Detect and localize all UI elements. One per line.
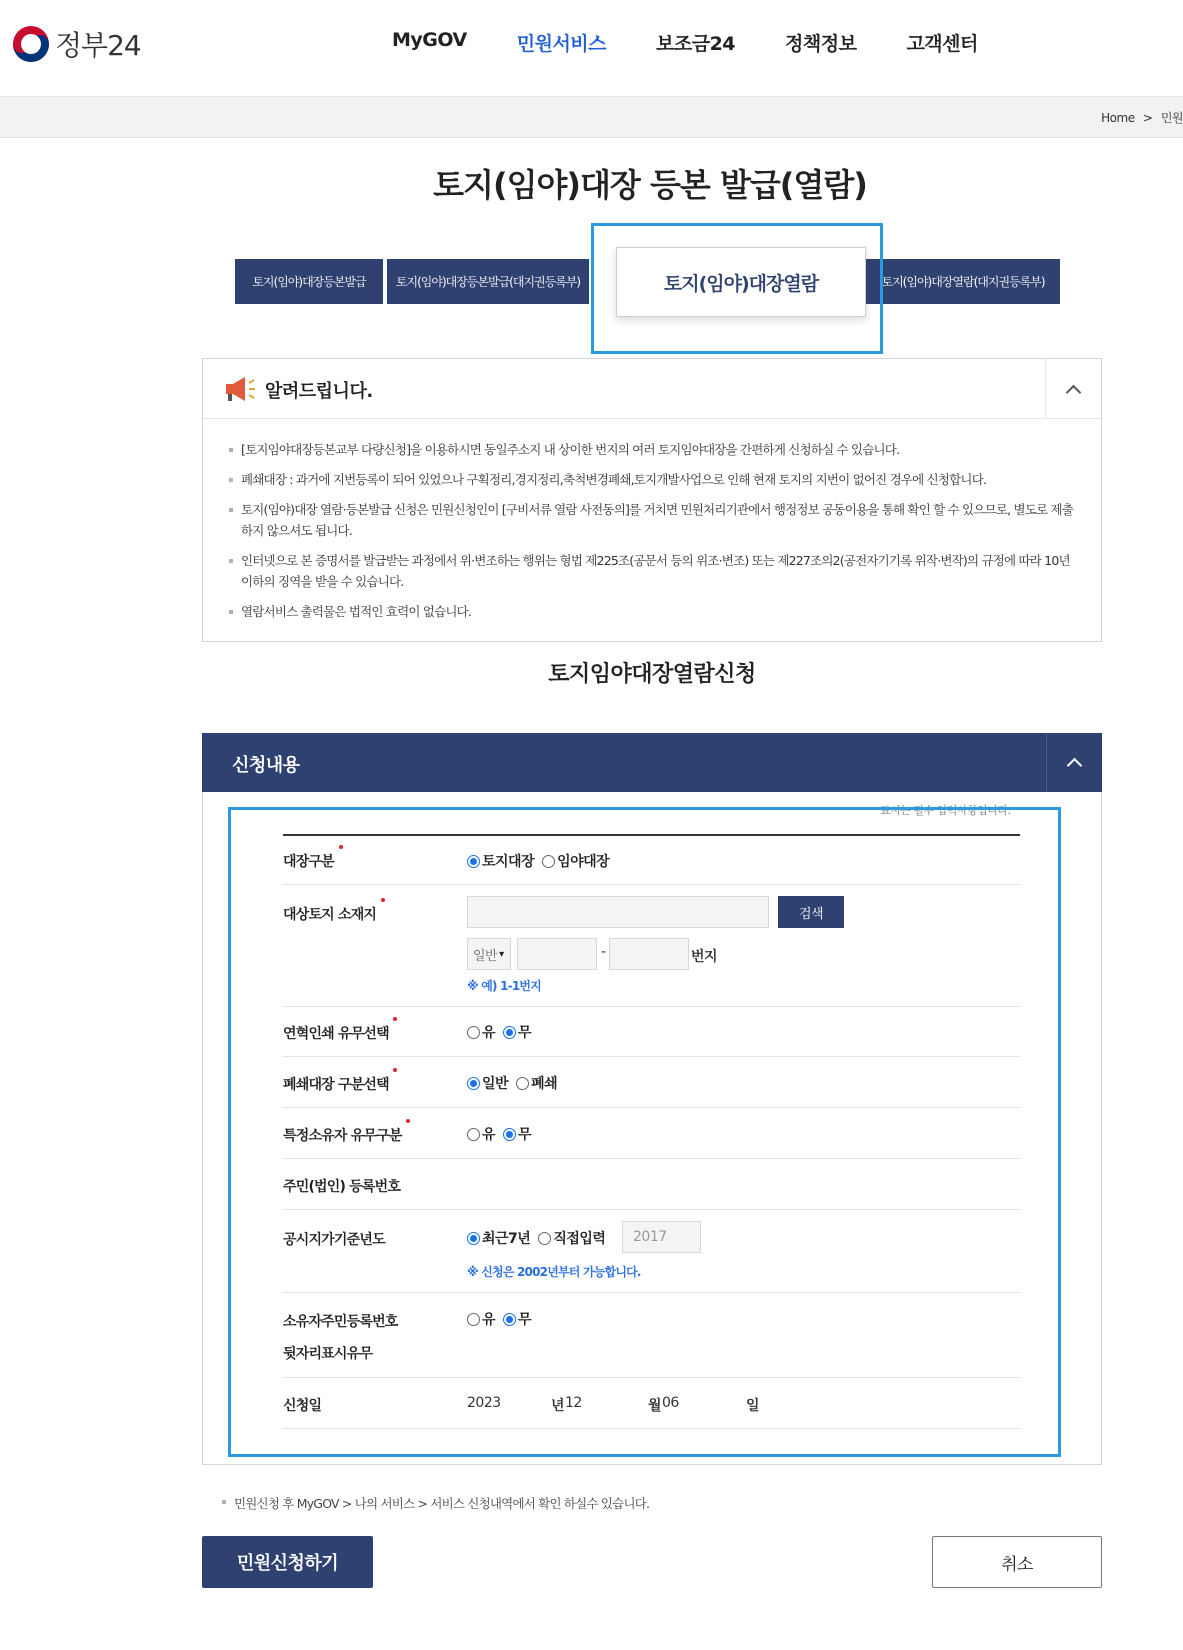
breadcrumb-home[interactable]: Home	[1101, 111, 1135, 125]
nav-subsidy24[interactable]: 보조금24	[656, 33, 736, 55]
notice-item: 인터넷으로 본 증명서를 발급받는 과정에서 위·변조하는 행위는 형법 제225조(공문서 등의 위조·변조) 또는 제227조의2(공전자기기록 위작·변작)의 규정에 따라 10년 이하의 징역을 받을 수 있습니다.	[229, 550, 1077, 592]
ledger-type-label: 대장구분	[283, 854, 334, 870]
notice-item: 열람서비스 출력물은 법적인 효력이 없습니다.	[229, 601, 1077, 622]
form-header	[202, 733, 1102, 792]
ledger-type-land[interactable]: 토지대장	[467, 851, 534, 871]
tab-land-certified-copy-site-right[interactable]: 토지(임야)대장등본발급(대지권등록부)	[387, 259, 589, 304]
breadcrumb-bar	[0, 97, 1183, 138]
chevron-up-icon	[1067, 758, 1083, 774]
tab-highlight-box	[591, 223, 883, 354]
logo-text: 정부24	[55, 29, 141, 62]
notice-item: 토지(임야)대장 열람·등본발급 신청은 민원신청인이 [구비서류 열람 사전동의]를 거치면 민원처리기관에서 행정정보 공동이용을 통해 확인 할 수 있으므로, 별도로 제출하지 않으셔도 됩니다.	[229, 499, 1077, 541]
section-title: 토지임야대장열람신청	[548, 662, 756, 687]
nav-customer-center[interactable]: 고객센터	[906, 33, 978, 55]
form-collapse-button[interactable]	[1046, 733, 1102, 792]
tab-land-inspection[interactable]: 토지(임야)대장열람	[616, 247, 866, 317]
apply-date-day-unit: 일	[746, 1398, 760, 1414]
breadcrumb-current[interactable]: 민원	[1160, 111, 1183, 125]
price-year-hint: ※ 신청은 2002년부터 가능합니다.	[467, 1265, 641, 1279]
lot-unit-label: 번지	[691, 949, 718, 965]
resident-number-label: 주민(법인) 등록번호	[283, 1179, 401, 1195]
special-owner-label: 특정소유자 유무구분	[283, 1128, 402, 1144]
lot-type-select[interactable]: 일반 ▾	[467, 938, 511, 970]
notice-collapse-button[interactable]	[1045, 359, 1101, 419]
page-title: 토지(임야)대장 등본 발급(열람)	[433, 166, 867, 204]
tab-land-certified-copy[interactable]: 토지(임야)대장등본발급	[235, 259, 383, 304]
chevron-up-icon	[1066, 384, 1082, 400]
nav-policy-info[interactable]: 정책정보	[785, 33, 857, 55]
nav-civil-services[interactable]: 민원서비스	[516, 33, 607, 55]
form-header-title: 신청내용	[232, 755, 300, 776]
owner-rrn-label-line2: 뒷자리표시유무	[283, 1346, 373, 1362]
apply-date-year-unit: 년	[551, 1398, 565, 1414]
apply-date-label: 신청일	[283, 1398, 322, 1414]
megaphone-icon	[223, 374, 257, 404]
closed-ledger-closed[interactable]: 폐쇄	[516, 1073, 557, 1093]
lot-number-hint: ※ 예) 1-1번지	[467, 979, 541, 993]
notice-panel	[202, 358, 1102, 642]
price-year-recent7[interactable]: 최근7년	[467, 1228, 530, 1248]
required-note: 표시는 필수 입력사항입니다.	[880, 804, 1011, 817]
form-highlight-box	[228, 807, 1061, 1457]
closed-ledger-label: 폐쇄대장 구분선택	[283, 1077, 389, 1093]
breadcrumb-separator: >	[1142, 111, 1153, 125]
apply-date-day: 06	[662, 1395, 679, 1411]
footer-note: 민원신청 후 MyGOV > 나의 서비스 > 서비스 신청내역에서 확인 하실수 있습니다.	[222, 1494, 649, 1512]
lot-number-dash: -	[601, 944, 606, 960]
price-year-manual[interactable]: 직접입력	[538, 1228, 605, 1248]
address-search-button[interactable]: 검색	[778, 896, 844, 928]
notice-item: [토지임야대장등본교부 다량신청]을 이용하시면 동일주소지 내 상이한 번지의 여러 토지임야대장을 간편하게 신청하실 수 있습니다.	[229, 439, 1077, 460]
location-label: 대상토지 소재지	[283, 907, 377, 923]
notice-list	[203, 419, 1101, 622]
apply-date-month: 12	[565, 1395, 582, 1411]
apply-date-month-unit: 월	[648, 1398, 662, 1414]
gov24-logo[interactable]	[13, 24, 141, 64]
notice-header	[203, 359, 1101, 419]
main-nav	[392, 29, 1028, 56]
price-year-label: 공시지가기준년도	[283, 1232, 385, 1248]
special-owner-no[interactable]: 무	[503, 1124, 531, 1144]
owner-rrn-yes[interactable]: 유	[467, 1309, 495, 1329]
owner-rrn-label-line1: 소유자주민등록번호	[283, 1314, 398, 1330]
notice-title: 알려드립니다.	[265, 381, 373, 402]
ledger-type-forest[interactable]: 임야대장	[542, 851, 609, 871]
taegeuk-logo-icon	[13, 26, 49, 62]
price-year-input[interactable]: 2017	[622, 1221, 701, 1253]
nav-mygov[interactable]: MyGOV	[392, 29, 467, 51]
history-print-yes[interactable]: 유	[467, 1022, 495, 1042]
history-print-no[interactable]: 무	[503, 1022, 531, 1042]
submit-application-button[interactable]: 민원신청하기	[202, 1536, 373, 1588]
owner-rrn-no[interactable]: 무	[503, 1309, 531, 1329]
apply-date-year: 2023	[467, 1395, 501, 1411]
breadcrumb	[1101, 109, 1183, 126]
cancel-button[interactable]: 취소	[932, 1536, 1102, 1588]
chevron-down-icon: ▾	[499, 948, 504, 960]
tab-land-inspection-site-right[interactable]: 토지(임야)대장열람(대지권등록부)	[866, 259, 1060, 304]
site-header	[0, 0, 1183, 97]
notice-item: 폐쇄대장 : 과거에 지번등록이 되어 있었으나 구획정리,경지정리,축척변경폐쇄,토지개발사업으로 인해 현재 토지의 지번이 없어진 경우에 신청합니다.	[229, 469, 1077, 490]
history-print-label: 연혁인쇄 유무선택	[283, 1026, 389, 1042]
special-owner-yes[interactable]: 유	[467, 1124, 495, 1144]
closed-ledger-normal[interactable]: 일반	[467, 1073, 508, 1093]
